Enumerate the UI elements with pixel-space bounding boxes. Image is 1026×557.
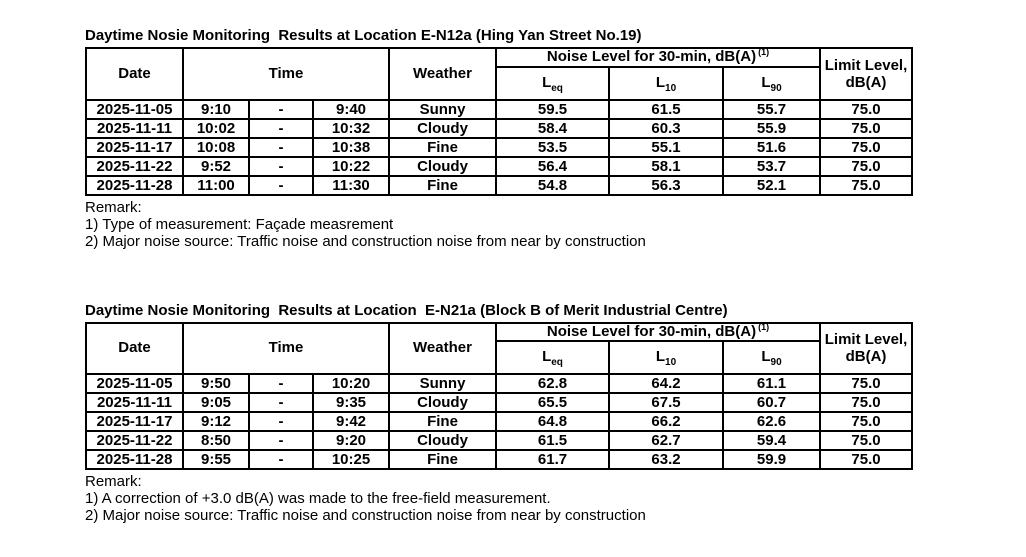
cell-date: 2025-11-28 xyxy=(86,176,183,195)
cell-time_start: 10:08 xyxy=(183,138,249,157)
l90-symbol: L xyxy=(761,348,771,366)
cell-time_start: 10:02 xyxy=(183,119,249,138)
cell-time_start: 8:50 xyxy=(183,431,249,450)
cell-l10: 56.3 xyxy=(609,176,723,195)
cell-time_dash: - xyxy=(249,100,313,119)
cell-weather: Fine xyxy=(389,412,496,431)
header-date: Date xyxy=(86,48,183,100)
header-limit-level xyxy=(820,323,912,375)
cell-time_dash: - xyxy=(249,138,313,157)
cell-l10: 67.5 xyxy=(609,393,723,412)
header-row-groups xyxy=(86,48,912,67)
header-l90 xyxy=(723,341,820,374)
header-l10 xyxy=(609,67,723,100)
cell-time_start: 9:52 xyxy=(183,157,249,176)
cell-date: 2025-11-17 xyxy=(86,412,183,431)
table-row xyxy=(86,450,912,469)
cell-time_start: 9:12 xyxy=(183,412,249,431)
cell-leq: 59.5 xyxy=(496,100,609,119)
l10-symbol: L xyxy=(655,348,666,366)
cell-leq: 58.4 xyxy=(496,119,609,138)
cell-time_end: 9:20 xyxy=(313,431,389,450)
cell-limit: 75.0 xyxy=(820,412,912,431)
cell-time_start: 11:00 xyxy=(183,176,249,195)
cell-l90: 55.9 xyxy=(723,119,820,138)
table-row xyxy=(86,157,912,176)
cell-l90: 59.9 xyxy=(723,450,820,469)
remark-line: 2) Major noise source: Traffic noise and construction noise from near by construction xyxy=(85,507,646,524)
cell-weather: Cloudy xyxy=(389,393,496,412)
header-leq xyxy=(496,341,609,374)
cell-leq: 62.8 xyxy=(496,374,609,393)
cell-leq: 54.8 xyxy=(496,176,609,195)
cell-limit: 75.0 xyxy=(820,431,912,450)
cell-leq: 61.7 xyxy=(496,450,609,469)
section-en12a xyxy=(85,27,911,250)
cell-time_end: 10:38 xyxy=(313,138,389,157)
l90-subscript: 90 xyxy=(770,82,782,94)
header-time: Time xyxy=(183,48,389,100)
l10-symbol: L xyxy=(655,73,666,91)
cell-limit: 75.0 xyxy=(820,157,912,176)
cell-date: 2025-11-17 xyxy=(86,138,183,157)
cell-time_end: 11:30 xyxy=(313,176,389,195)
noise-group-footnote-marker: (1) xyxy=(758,47,770,57)
cell-l10: 61.5 xyxy=(609,100,723,119)
cell-date: 2025-11-11 xyxy=(86,119,183,138)
cell-time_end: 9:35 xyxy=(313,393,389,412)
cell-limit: 75.0 xyxy=(820,393,912,412)
cell-date: 2025-11-28 xyxy=(86,450,183,469)
cell-l90: 52.1 xyxy=(723,176,820,195)
header-l10 xyxy=(609,341,723,374)
header-noise-group xyxy=(496,323,820,342)
cell-weather: Fine xyxy=(389,450,496,469)
remark-block-en21a xyxy=(85,473,911,524)
cell-limit: 75.0 xyxy=(820,100,912,119)
header-l90 xyxy=(723,67,820,100)
table-row xyxy=(86,431,912,450)
cell-weather: Sunny xyxy=(389,374,496,393)
cell-time_dash: - xyxy=(249,412,313,431)
cell-time_dash: - xyxy=(249,393,313,412)
header-weather: Weather xyxy=(389,323,496,375)
cell-l90: 51.6 xyxy=(723,138,820,157)
cell-l10: 66.2 xyxy=(609,412,723,431)
cell-weather: Fine xyxy=(389,138,496,157)
cell-time_end: 9:42 xyxy=(313,412,389,431)
remark-label: Remark: xyxy=(85,473,142,490)
cell-time_dash: - xyxy=(249,176,313,195)
section-en21a xyxy=(85,302,911,525)
cell-time_end: 10:22 xyxy=(313,157,389,176)
leq-symbol: L xyxy=(542,73,552,91)
document-page xyxy=(85,27,911,524)
cell-l10: 58.1 xyxy=(609,157,723,176)
table-title-en21a: Daytime Nosie Monitoring Results at Location E-N21a (Block B of Merit Industrial Centre) xyxy=(85,301,728,319)
table-row xyxy=(86,138,912,157)
cell-leq: 65.5 xyxy=(496,393,609,412)
cell-time_end: 9:40 xyxy=(313,100,389,119)
cell-weather: Fine xyxy=(389,176,496,195)
cell-date: 2025-11-05 xyxy=(86,374,183,393)
cell-weather: Cloudy xyxy=(389,119,496,138)
remark-line: 2) Major noise source: Traffic noise and construction noise from near by construction xyxy=(85,232,646,250)
cell-limit: 75.0 xyxy=(820,176,912,195)
noise-group-label: Noise Level for 30-min, dB(A) xyxy=(546,322,757,340)
cell-time_dash: - xyxy=(249,374,313,393)
table-body-en21a xyxy=(86,374,912,469)
table-row xyxy=(86,374,912,393)
cell-time_dash: - xyxy=(249,450,313,469)
leq-subscript: eq xyxy=(551,357,563,369)
cell-time_start: 9:10 xyxy=(183,100,249,119)
remark-label: Remark: xyxy=(85,198,142,216)
table-row xyxy=(86,119,912,138)
cell-l10: 55.1 xyxy=(609,138,723,157)
cell-l90: 60.7 xyxy=(723,393,820,412)
cell-date: 2025-11-05 xyxy=(86,100,183,119)
cell-date: 2025-11-11 xyxy=(86,393,183,412)
cell-time_dash: - xyxy=(249,157,313,176)
remark-line: 1) A correction of +3.0 dB(A) was made to the free-field measurement. xyxy=(85,490,551,507)
table-title-en12a: Daytime Nosie Monitoring Results at Location E-N12a (Hing Yan Street No.19) xyxy=(85,27,642,44)
table-row xyxy=(86,100,912,119)
cell-limit: 75.0 xyxy=(820,450,912,469)
cell-l10: 62.7 xyxy=(609,431,723,450)
cell-leq: 64.8 xyxy=(496,412,609,431)
table-row xyxy=(86,393,912,412)
cell-time_end: 10:25 xyxy=(313,450,389,469)
limit-level-line2: dB(A) xyxy=(845,73,887,91)
leq-subscript: eq xyxy=(551,82,563,94)
cell-time_end: 10:20 xyxy=(313,374,389,393)
cell-l10: 60.3 xyxy=(609,119,723,138)
cell-l90: 53.7 xyxy=(723,157,820,176)
l10-subscript: 10 xyxy=(665,357,677,369)
cell-weather: Sunny xyxy=(389,100,496,119)
table-row xyxy=(86,176,912,195)
noise-table-en12a xyxy=(85,47,913,196)
limit-level-line2: dB(A) xyxy=(845,348,887,366)
noise-group-label: Noise Level for 30-min, dB(A) xyxy=(546,48,757,65)
cell-time_start: 9:55 xyxy=(183,450,249,469)
cell-l10: 64.2 xyxy=(609,374,723,393)
header-time: Time xyxy=(183,323,389,375)
cell-weather: Cloudy xyxy=(389,431,496,450)
cell-weather: Cloudy xyxy=(389,157,496,176)
header-row-groups xyxy=(86,323,912,342)
limit-level-line1: Limit Level, xyxy=(824,56,908,74)
cell-l90: 55.7 xyxy=(723,100,820,119)
l90-symbol: L xyxy=(761,73,771,91)
leq-symbol: L xyxy=(542,348,552,366)
cell-limit: 75.0 xyxy=(820,138,912,157)
header-date: Date xyxy=(86,323,183,375)
header-leq xyxy=(496,67,609,100)
cell-leq: 61.5 xyxy=(496,431,609,450)
noise-table-en21a xyxy=(85,322,913,471)
cell-time_start: 9:50 xyxy=(183,374,249,393)
cell-l10: 63.2 xyxy=(609,450,723,469)
table-row xyxy=(86,412,912,431)
cell-time_start: 9:05 xyxy=(183,393,249,412)
header-limit-level xyxy=(820,48,912,100)
limit-level-line1: Limit Level, xyxy=(824,331,908,349)
noise-group-footnote-marker: (1) xyxy=(758,321,770,332)
remark-line: 1) Type of measurement: Façade measrement xyxy=(85,215,394,233)
cell-leq: 56.4 xyxy=(496,157,609,176)
cell-time_dash: - xyxy=(249,431,313,450)
header-weather: Weather xyxy=(389,48,496,100)
cell-time_end: 10:32 xyxy=(313,119,389,138)
cell-date: 2025-11-22 xyxy=(86,157,183,176)
l90-subscript: 90 xyxy=(770,357,782,369)
cell-limit: 75.0 xyxy=(820,374,912,393)
cell-leq: 53.5 xyxy=(496,138,609,157)
cell-l90: 59.4 xyxy=(723,431,820,450)
cell-time_dash: - xyxy=(249,119,313,138)
cell-l90: 61.1 xyxy=(723,374,820,393)
l10-subscript: 10 xyxy=(665,82,677,94)
cell-l90: 62.6 xyxy=(723,412,820,431)
remark-block-en12a xyxy=(85,199,911,250)
table-body-en12a xyxy=(86,100,912,195)
cell-limit: 75.0 xyxy=(820,119,912,138)
cell-date: 2025-11-22 xyxy=(86,431,183,450)
header-noise-group xyxy=(496,48,820,67)
